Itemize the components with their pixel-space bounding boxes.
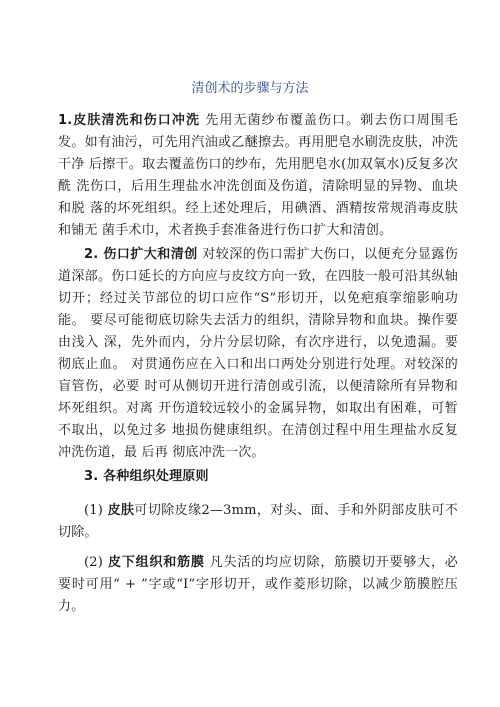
section-heading-1: 1.皮肤清洗和伤口冲洗: [58, 113, 201, 128]
paragraph-text-1: 先用无菌纱布覆盖伤口。剃去伤口周围毛发。如有油污，可先用汽油或乙醚擦去。再用肥皂水刷洗皮肤，冲洗干净 后擦干。取去覆盖伤口的纱布，先用肥皂水(加双氧水)反复多次酰 洗伤口，后用生理盐水冲洗创面及伤道，清除明显的异物、血块和脱 落的坏死组织。经上述处理后，用碘酒、酒精按常规消毒皮肤和铺无 菌手术巾，术者换手套准备进行伤口扩大和清创。: [58, 113, 459, 238]
item-number-1: (1): [84, 503, 108, 518]
item-number-2: (2): [84, 555, 108, 570]
section-heading-2: 2. 伤口扩大和清创: [84, 247, 198, 262]
paragraph-subcutaneous: [58, 552, 458, 618]
paragraph-text-2: 对较深的伤口需扩大伤口，以便充分显露伤 道深部。伤口延长的方向应与皮纹方向一致，在四肢一般可沿其纵轴 切开；经过关节部位的切口应作“S”形切开，以免疤痕挛缩影响功能。 要尽可能彻底切除失去活力的组织，清除异物和血块。操作要由浅入 深，先外而内，分片分层切除，有次序进行，以免遗漏。要彻底止血。 对贯通伤应在入口和出口两处分别进行处理。对较深的盲管伤，必要 时可从侧切开进行清创或引流，以便清除所有异物和坏死组织。对离 开伤道较远较小的金属异物，如取出有困难，可暂不取出，以免过多 地损伤健康组织。在清创过程中用生理盐水反复冲洗伤道，最 后再 彻底冲洗一次。: [58, 247, 458, 460]
paragraph-wound-debridement: [58, 244, 458, 464]
item-text-subcutaneous: 凡失活的均应切除，筋膜切开要够大，必 要时可用“ + ”字或“I”字形切开，或作菱形切除，以减少筋膜腔压 力。: [58, 555, 458, 614]
page-title: 清创术的步骤与方法: [191, 81, 309, 96]
item-heading-subcutaneous: 皮下组织和筋膜: [107, 555, 205, 570]
paragraph-skin: [58, 500, 458, 544]
item-heading-skin: 皮肤: [107, 503, 135, 518]
paragraph-skin-cleaning: [58, 110, 458, 242]
item-text-skin: 可切除皮缘2—3mm，对头、面、手和外阴部皮肤可不 切除。: [58, 503, 458, 540]
paragraph-tissue-principles: [58, 466, 458, 488]
section-heading-3: 3. 各种组织处理原则: [84, 469, 209, 484]
